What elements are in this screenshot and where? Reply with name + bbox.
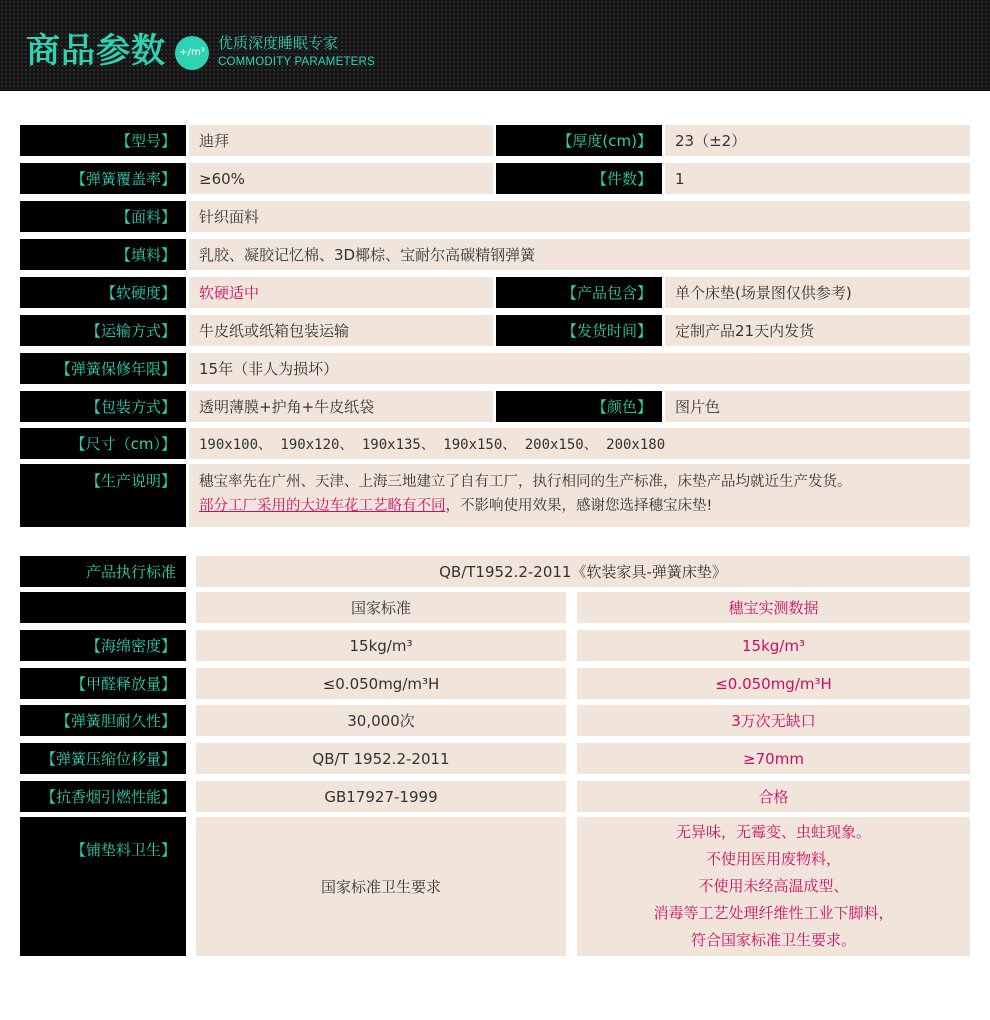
spec-label-filling: 【填料】: [20, 239, 186, 270]
standard-row-national: GB17927-1999: [196, 781, 566, 812]
banner-title: 商品参数: [26, 31, 166, 71]
spec-label-fabric: 【面料】: [20, 201, 186, 232]
column-header-measured: 穗宝实测数据: [577, 592, 970, 623]
spec-label-package-contents: 【产品包含】: [496, 277, 662, 308]
spec-value-fabric: 针织面料: [189, 201, 970, 232]
standard-value: QB/T1952.2-2011《软装家具-弹簧床垫》: [196, 556, 970, 587]
spec-label-warranty: 【弹簧保修年限】: [20, 353, 186, 384]
spec-value-model: 迪拜: [189, 125, 493, 156]
production-note-line1: 穗宝率先在广州、天津、上海三地建立了自有工厂，执行相同的生产标准，床垫产品均就近生产发货。: [199, 474, 852, 490]
standard-row-label: 【弹簧压缩位移量】: [20, 743, 186, 774]
standard-row-label: 【甲醛释放量】: [20, 668, 186, 699]
production-note-line2: ，不影响使用效果，感谢您选择穗宝床垫!: [445, 498, 713, 514]
hygiene-line: 符合国家标准卫生要求。: [690, 931, 856, 949]
spec-value-spring-coverage: ≥60%: [189, 163, 493, 194]
standard-label: 产品执行标准: [20, 556, 186, 587]
standard-row-national: ≤0.050mg/m³H: [196, 668, 566, 699]
header-banner: [0, 0, 990, 91]
standard-row-measured: 3万次无缺口: [577, 705, 970, 736]
hygiene-line: 无异味，无霉变、虫蛀现象。: [675, 823, 871, 841]
standard-row-label: 【铺垫料卫生】: [20, 817, 186, 956]
hygiene-line: 消毒等工艺处理纤维性工业下脚料，: [653, 904, 894, 922]
standard-row-measured: ≤0.050mg/m³H: [577, 668, 970, 699]
standard-row-measured: 15kg/m³: [577, 630, 970, 661]
spec-value-color: 图片色: [665, 391, 970, 422]
column-header-national: 国家标准: [196, 592, 566, 623]
spec-value-delivery-time: 定制产品21天内发货: [665, 315, 970, 346]
spec-value-pieces: 1: [665, 163, 970, 194]
spec-value-production: [189, 464, 970, 527]
standard-row-measured: ≥70mm: [577, 743, 970, 774]
standard-row-national: 15kg/m³: [196, 630, 566, 661]
standards-header-blank: [20, 592, 186, 623]
standard-row-measured: [577, 817, 970, 956]
standard-row-national: QB/T 1952.2-2011: [196, 743, 566, 774]
banner-badge-icon: +/m³: [175, 36, 209, 70]
standard-row-national: 国家标准卫生要求: [196, 817, 566, 956]
standard-row-label: 【海绵密度】: [20, 630, 186, 661]
spec-label-production: 【生产说明】: [20, 464, 186, 527]
standard-row-national: 30,000次: [196, 705, 566, 736]
spec-label-pieces: 【件数】: [496, 163, 662, 194]
spec-label-packaging: 【包装方式】: [20, 391, 186, 422]
spec-value-shipping: 牛皮纸或纸箱包装运输: [189, 315, 493, 346]
hygiene-line: 不使用医用废物料，: [705, 850, 841, 868]
spec-label-size: 【尺寸（cm）】: [20, 428, 186, 459]
spec-value-packaging: 透明薄膜+护角+牛皮纸袋: [189, 391, 493, 422]
spec-value-thickness: 23（±2）: [665, 125, 970, 156]
spec-value-filling: 乳胶、凝胶记忆棉、3D椰棕、宝耐尔高碳精钢弹簧: [189, 239, 970, 270]
spec-label-color: 【颜色】: [496, 391, 662, 422]
spec-label-thickness: 【厚度(cm)】: [496, 125, 662, 156]
production-note-link[interactable]: 部分工厂采用的大边车花工艺略有不同: [199, 498, 446, 514]
standard-row-measured: 合格: [577, 781, 970, 812]
banner-subtitle-en: COMMODITY PARAMETERS: [218, 56, 375, 68]
spec-value-package-contents: 单个床垫(场景图仅供参考): [665, 277, 970, 308]
banner-subtitle-cn: 优质深度睡眠专家: [218, 34, 339, 52]
standard-row-label: 【弹簧胆耐久性】: [20, 705, 186, 736]
standard-row-label: 【抗香烟引燃性能】: [20, 781, 186, 812]
hygiene-line: 不使用未经高温成型、: [698, 877, 849, 895]
spec-label-model: 【型号】: [20, 125, 186, 156]
spec-value-size: 190x100、 190x120、 190x135、 190x150、 200x150、 200x180: [189, 428, 970, 459]
spec-value-firmness: 软硬适中: [189, 277, 493, 308]
spec-label-firmness: 【软硬度】: [20, 277, 186, 308]
spec-label-shipping: 【运输方式】: [20, 315, 186, 346]
spec-label-delivery-time: 【发货时间】: [496, 315, 662, 346]
spec-label-spring-coverage: 【弹簧覆盖率】: [20, 163, 186, 194]
spec-value-warranty: 15年（非人为损坏）: [189, 353, 970, 384]
